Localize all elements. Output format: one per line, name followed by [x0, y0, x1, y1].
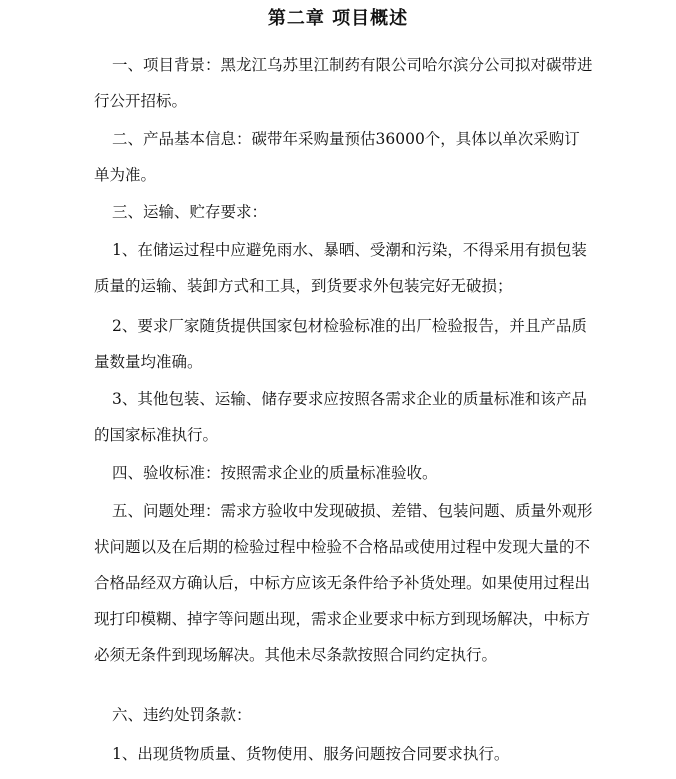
paragraph-issue-handling: 五、问题处理：需求方验收中发现破损、差错、包装问题、质量外观形状问题以及在后期的检验过程中检验不合格品或使用过程中发现大量的不合格品经双方确认后，中标方应该无条件给予补货处理。如果使用过程出现打印模糊、掉字等问题出现，需求企业要求中标方到现场解决，中标方必须无条件到现场解决。其他未尽条款按照合同约定执行。 [94, 502, 593, 664]
chapter-title: 第二章 项目概述 [267, 8, 409, 29]
paragraph-transport-heading: 三、运输、贮存要求： [112, 203, 268, 221]
paragraph-product-info: 二、产品基本信息：碳带年采购量预估36000个，具体以单次采购订单为准。 [94, 130, 580, 184]
paragraph-penalty-item-1: 1、出现货物质量、货物使用、服务问题按合同要求执行。 [112, 745, 510, 763]
paragraph-transport-item-2: 2、要求厂家随货提供国家包材检验标准的出厂检验报告，并且产品质量数量均准确。 [94, 317, 587, 371]
paragraph-transport-item-1: 1、在储运过程中应避免雨水、暴晒、受潮和污染，不得采用有损包装质量的运输、装卸方式和工具，到货要求外包装完好无破损； [94, 241, 587, 295]
paragraph-penalty-heading: 六、违约处罚条款： [112, 706, 252, 724]
paragraph-acceptance-standard: 四、验收标准：按照需求企业的质量标准验收。 [112, 464, 438, 482]
paragraph-transport-item-3: 3、其他包装、运输、储存要求应按照各需求企业的质量标准和该产品的国家标准执行。 [94, 390, 587, 444]
paragraph-project-background: 一、项目背景：黑龙江乌苏里江制药有限公司哈尔滨分公司拟对碳带进行公开招标。 [94, 56, 593, 110]
